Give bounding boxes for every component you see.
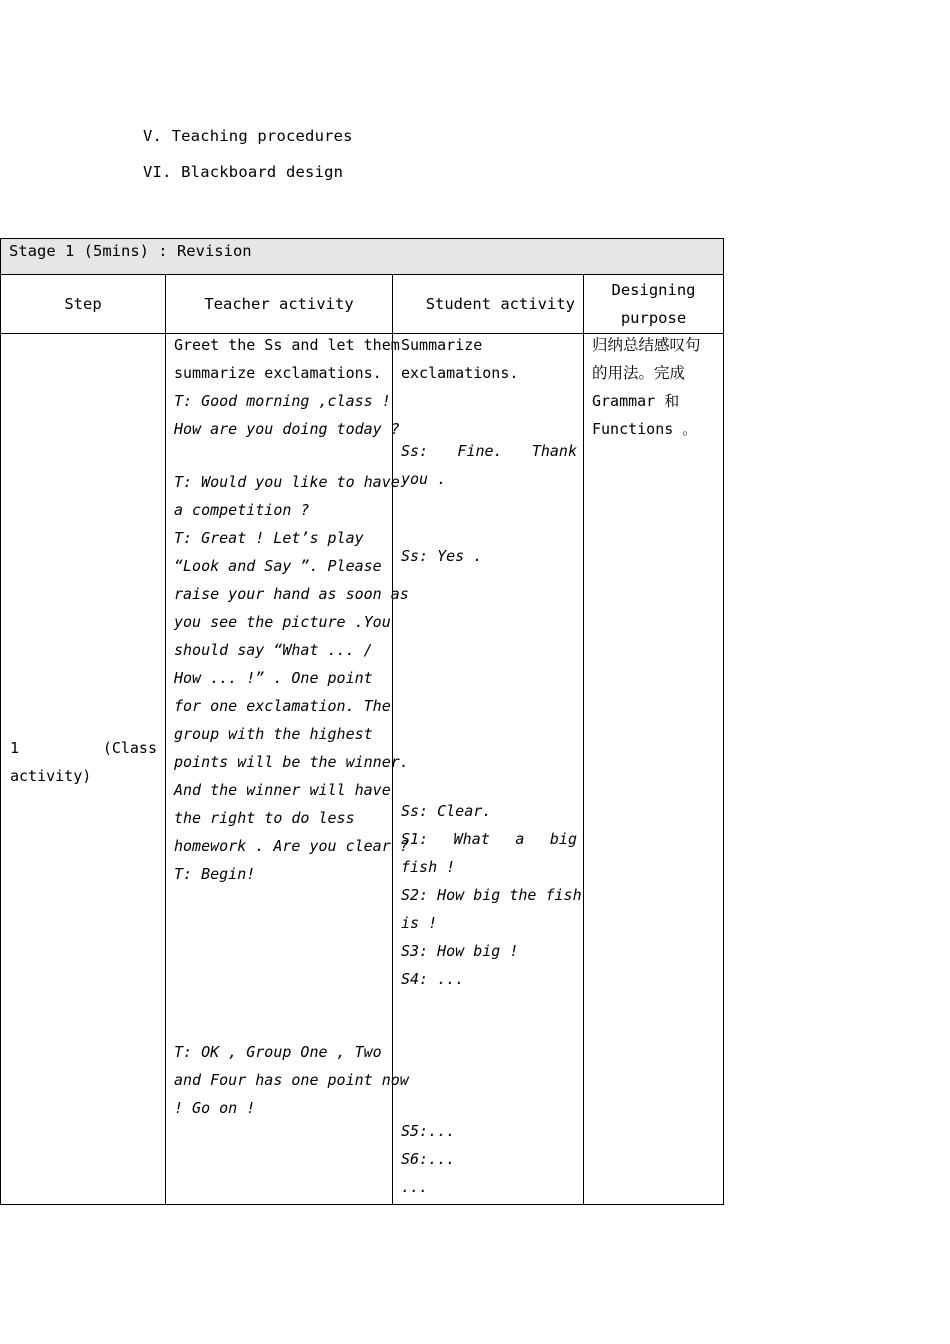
- column-header-teacher: Teacher activity: [166, 275, 393, 334]
- teacher-line: the right to do less: [174, 809, 355, 827]
- teacher-line: group with the highest: [174, 725, 373, 743]
- teacher-line: T: Begin!: [174, 865, 256, 883]
- section-heading-blackboard-design: VI. Blackboard design: [143, 163, 344, 181]
- student-line: fish !: [401, 858, 456, 876]
- section-heading-teaching-procedures: V. Teaching procedures: [143, 127, 353, 145]
- teacher-line: T: Would you like to have: [174, 473, 400, 491]
- student-line: ...: [401, 1178, 429, 1196]
- purpose-line: Grammar 和: [592, 392, 680, 410]
- teacher-line: How are you doing today ?: [174, 420, 400, 438]
- student-line: S2: How big the fish: [401, 886, 582, 904]
- student-line: S3: How big !: [401, 942, 519, 960]
- lesson-table: [0, 238, 724, 1205]
- teacher-line: And the winner will have: [174, 781, 391, 799]
- student-line: exclamations.: [401, 364, 519, 382]
- column-header-step: Step: [1, 275, 166, 334]
- column-header-purpose: Designing purpose: [584, 275, 724, 334]
- teacher-line: homework . Are you clear ?: [174, 837, 409, 855]
- student-line: Ss: Yes .: [401, 547, 483, 565]
- teacher-line: a competition ?: [174, 501, 310, 519]
- purpose-cell: [584, 334, 724, 1205]
- teacher-line: “Look and Say ”. Please: [174, 557, 382, 575]
- teacher-line: T: Great ! Let’s play: [174, 529, 364, 547]
- step-label: 1 (Class activity): [10, 739, 157, 785]
- purpose-line: 归纳总结感叹句: [592, 336, 701, 354]
- student-line: Ss: Fine. Thank: [401, 442, 577, 460]
- purpose-line: Functions 。: [592, 420, 698, 438]
- teacher-line: summarize exclamations.: [174, 364, 382, 382]
- purpose-line: 的用法。完成: [592, 364, 686, 382]
- teacher-line: should say “What ... /: [174, 641, 373, 659]
- student-line: Ss: Clear.: [401, 802, 492, 820]
- teacher-line: and Four has one point now: [174, 1071, 409, 1089]
- stage-title: Stage 1 (5mins) : Revision: [1, 239, 724, 275]
- teacher-line: Greet the Ss and let them: [174, 336, 400, 354]
- student-line: Summarize: [401, 336, 483, 354]
- teacher-activity-cell: [166, 334, 409, 1205]
- teacher-line: How ... !” . One point: [174, 669, 373, 687]
- student-line: is !: [401, 914, 438, 932]
- step-cell: [1, 334, 166, 1205]
- student-line: S1: What a big: [401, 830, 577, 848]
- student-line: you .: [401, 470, 447, 488]
- teacher-line: T: OK , Group One , Two: [174, 1043, 382, 1061]
- teacher-line: ! Go on !: [174, 1099, 256, 1117]
- column-header-student: Student activity: [393, 275, 584, 334]
- student-line: S6:...: [401, 1150, 456, 1168]
- student-line: S5:...: [401, 1122, 456, 1140]
- teacher-line: you see the picture .You: [174, 613, 391, 631]
- teacher-line: for one exclamation. The: [174, 697, 391, 715]
- teacher-line: T: Good morning ,class !: [174, 392, 391, 410]
- student-activity-cell: [393, 334, 584, 1205]
- teacher-line: raise your hand as soon as: [174, 585, 409, 603]
- student-line: S4: ...: [401, 970, 465, 988]
- teacher-line: points will be the winner.: [174, 753, 409, 771]
